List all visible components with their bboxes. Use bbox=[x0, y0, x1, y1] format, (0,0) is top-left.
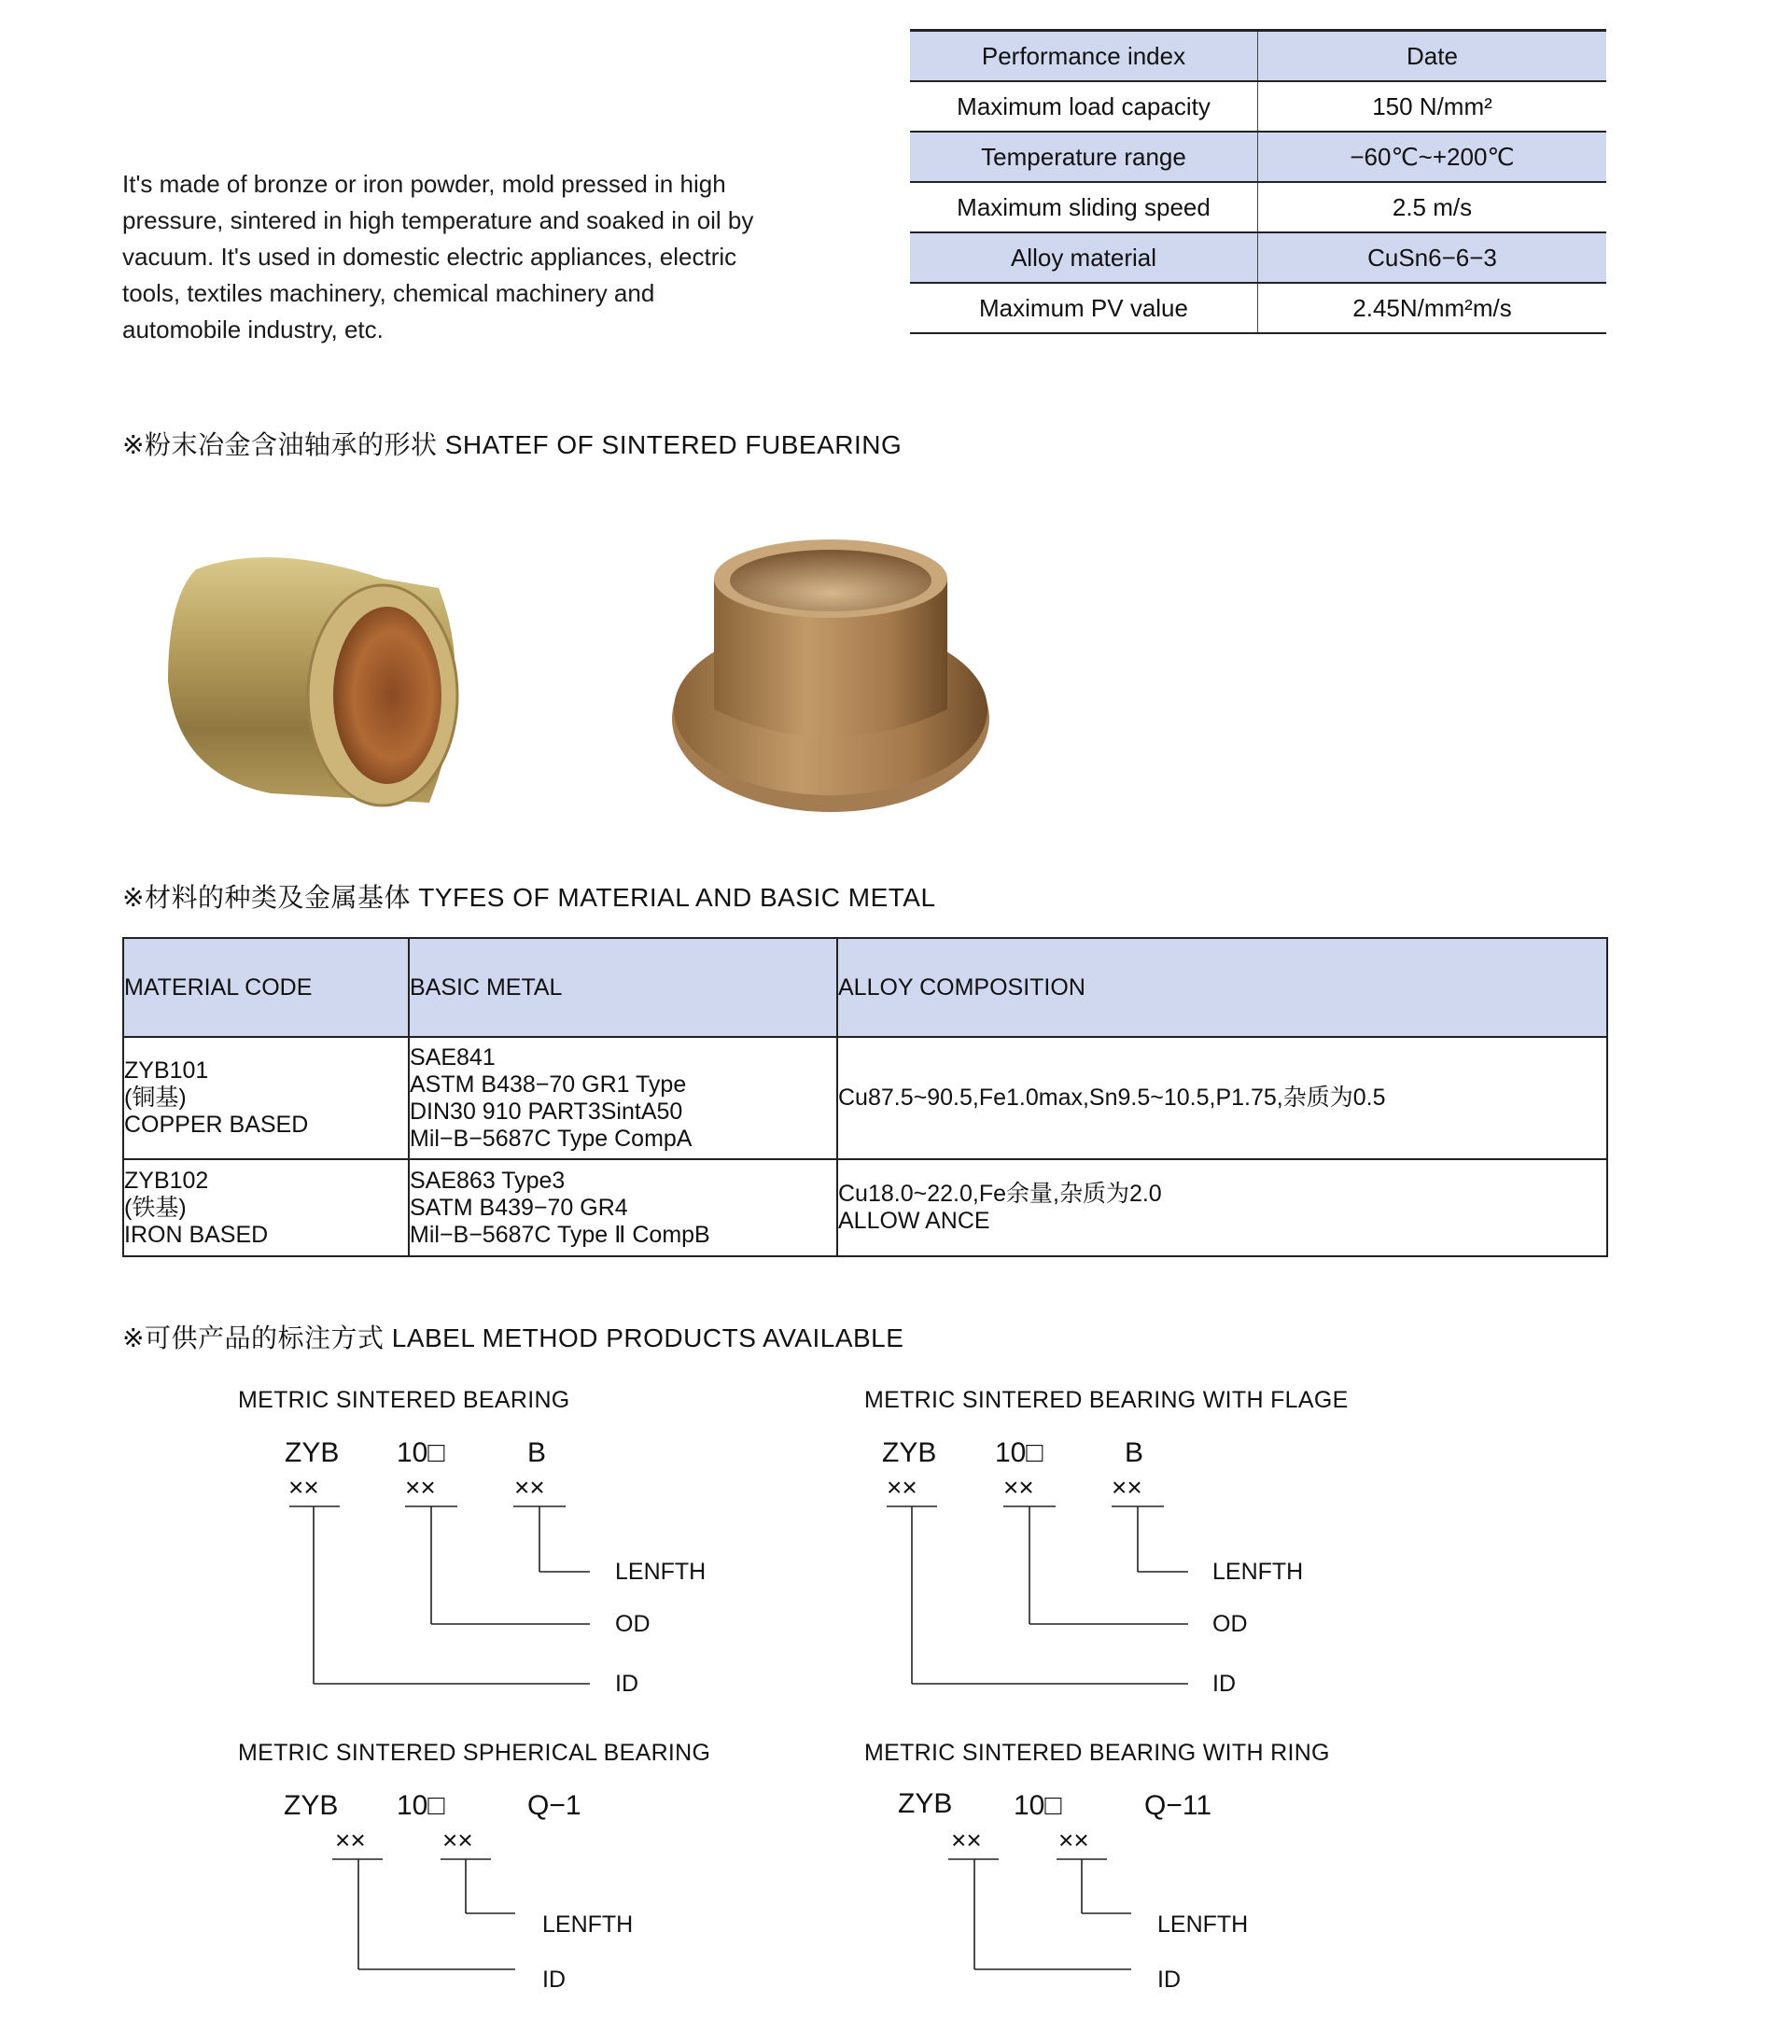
label-code-prefix: ZYB bbox=[898, 1788, 953, 1819]
label-legend-id: ID bbox=[1157, 1967, 1181, 1993]
label-legend-lenfth: LENFTH bbox=[1157, 1911, 1249, 1938]
label-connector-lines bbox=[877, 1505, 1195, 1691]
label-code-od: 10□ bbox=[995, 1437, 1043, 1468]
alloy-composition-line: ALLOW ANCE bbox=[838, 1208, 990, 1234]
basic-metal-line: ASTM B438−70 GR1 Type bbox=[410, 1071, 687, 1098]
label-mark: ×× bbox=[1003, 1473, 1034, 1502]
table-row bbox=[123, 1159, 1607, 1256]
alloy-composition-cell bbox=[837, 1037, 1607, 1159]
label-mark: ×× bbox=[335, 1826, 366, 1855]
table-row bbox=[910, 283, 1606, 333]
basic-metal-line: Mil−B−5687C Type CompA bbox=[410, 1125, 693, 1152]
label-legend-lenfth: LENFTH bbox=[542, 1911, 634, 1938]
label-legend-od: OD bbox=[1212, 1611, 1248, 1637]
section-shape-title: ※粉末冶金含油轴承的形状 SHATEF OF SINTERED FUBEARING bbox=[122, 430, 903, 459]
label-code-od: 10□ bbox=[397, 1437, 445, 1468]
material-table bbox=[122, 937, 1608, 1257]
performance-table bbox=[910, 29, 1606, 334]
label-title: METRIC SINTERED BEARING bbox=[238, 1387, 570, 1413]
section-label-title: ※可供产品的标注方式 LABEL METHOD PRODUCTS AVAILABLE bbox=[122, 1323, 904, 1352]
performance-value: 2.5 m/s bbox=[1392, 192, 1473, 221]
basic-metal-line: Mil−B−5687C Type Ⅱ CompB bbox=[410, 1221, 710, 1248]
basic-metal-cell bbox=[409, 1159, 837, 1256]
material-header-row bbox=[123, 938, 1607, 1037]
label-legend-id: ID bbox=[615, 1671, 638, 1697]
performance-header-index: Performance index bbox=[910, 31, 1258, 82]
performance-index: Maximum load capacity bbox=[910, 81, 1258, 132]
table-row bbox=[910, 182, 1606, 232]
material-code-cell bbox=[123, 1159, 409, 1256]
label-legend-id: ID bbox=[542, 1967, 566, 1993]
label-mark: ×× bbox=[405, 1473, 436, 1502]
material-code-cn: (铁基) bbox=[124, 1194, 187, 1221]
performance-index: Maximum sliding speed bbox=[910, 182, 1258, 232]
performance-value: 2.45N/mm²m/s bbox=[1352, 293, 1512, 322]
label-legend-lenfth: LENFTH bbox=[615, 1559, 707, 1585]
label-code-od: 10□ bbox=[397, 1790, 445, 1821]
label-legend-id: ID bbox=[1212, 1671, 1236, 1697]
label-mark: ×× bbox=[514, 1473, 545, 1502]
label-code-prefix: ZYB bbox=[284, 1790, 339, 1821]
performance-value: 150 N/mm² bbox=[1372, 91, 1492, 120]
basic-metal-line: SAE863 Type3 bbox=[410, 1167, 566, 1194]
performance-header-row bbox=[910, 31, 1606, 82]
performance-value: −60℃~+200℃ bbox=[1350, 142, 1515, 171]
label-mark: ×× bbox=[1112, 1473, 1142, 1502]
material-header-code: MATERIAL CODE bbox=[123, 938, 409, 1037]
material-code: ZYB101 bbox=[124, 1057, 209, 1084]
material-code: ZYB102 bbox=[124, 1167, 209, 1194]
alloy-composition-cell bbox=[837, 1159, 1607, 1256]
performance-index: Alloy material bbox=[910, 232, 1258, 283]
alloy-composition-line: Cu18.0~22.0,Fe余量,杂质为2.0 bbox=[838, 1181, 1162, 1207]
table-row bbox=[123, 1037, 1607, 1159]
material-code-desc: COPPER BASED bbox=[124, 1112, 309, 1138]
label-code-prefix: ZYB bbox=[882, 1437, 937, 1468]
material-header-basic: BASIC METAL bbox=[409, 938, 837, 1037]
label-code-od: 10□ bbox=[1014, 1790, 1062, 1821]
label-code-suffix: B bbox=[527, 1437, 547, 1468]
label-mark: ×× bbox=[887, 1473, 917, 1502]
performance-index: Maximum PV value bbox=[910, 283, 1258, 333]
label-code-prefix: ZYB bbox=[285, 1437, 340, 1468]
basic-metal-cell bbox=[409, 1037, 837, 1159]
performance-header-value: Date bbox=[1407, 41, 1458, 70]
label-title: METRIC SINTERED BEARING WITH FLAGE bbox=[864, 1387, 1349, 1413]
basic-metal-line: SAE841 bbox=[410, 1043, 496, 1071]
table-row bbox=[910, 132, 1606, 182]
section-material-title: ※材料的种类及金属基体 TYFES OF MATERIAL AND BASIC METAL bbox=[122, 883, 936, 912]
label-mark: ×× bbox=[288, 1473, 319, 1502]
label-title: METRIC SINTERED BEARING WITH RING bbox=[864, 1740, 1330, 1766]
material-code-cn: (铜基) bbox=[124, 1085, 187, 1111]
label-connector-lines bbox=[280, 1505, 597, 1691]
label-legend-lenfth: LENFTH bbox=[1212, 1559, 1304, 1585]
material-code-cell bbox=[123, 1037, 409, 1159]
basic-metal-line: DIN30 910 PART3SintA50 bbox=[410, 1098, 683, 1125]
performance-index: Temperature range bbox=[910, 132, 1258, 182]
label-connector-lines bbox=[943, 1857, 1139, 1979]
label-code-suffix: Q−1 bbox=[527, 1790, 581, 1821]
table-row bbox=[910, 232, 1606, 283]
material-header-alloy: ALLOY COMPOSITION bbox=[837, 938, 1607, 1037]
material-code-desc: IRON BASED bbox=[124, 1221, 269, 1248]
flanged-bearing-image bbox=[667, 523, 994, 821]
sleeve-bearing-image bbox=[159, 523, 467, 821]
label-mark: ×× bbox=[951, 1826, 982, 1855]
label-legend-od: OD bbox=[615, 1611, 651, 1637]
table-row bbox=[910, 81, 1606, 132]
alloy-composition-line: Cu87.5~90.5,Fe1.0max,Sn9.5~10.5,P1.75,杂质为0.5 bbox=[838, 1085, 1386, 1111]
label-mark: ×× bbox=[1058, 1826, 1089, 1855]
label-code-suffix: B bbox=[1125, 1437, 1144, 1468]
intro-text: It's made of bronze or iron powder, mold pressed in high pressure, sintered in high temperature and soaked in oil by vacuum. It's used in domestic electric appliances, electric tools, textiles machinery, chemical machinery and automobile industry, etc. bbox=[122, 170, 754, 343]
label-connector-lines bbox=[327, 1857, 523, 1979]
label-code-suffix: Q−11 bbox=[1144, 1790, 1211, 1821]
basic-metal-line: SATM B439−70 GR4 bbox=[410, 1194, 628, 1221]
performance-value: CuSn6−6−3 bbox=[1367, 243, 1497, 272]
label-mark: ×× bbox=[442, 1826, 473, 1855]
label-title: METRIC SINTERED SPHERICAL BEARING bbox=[238, 1740, 711, 1766]
